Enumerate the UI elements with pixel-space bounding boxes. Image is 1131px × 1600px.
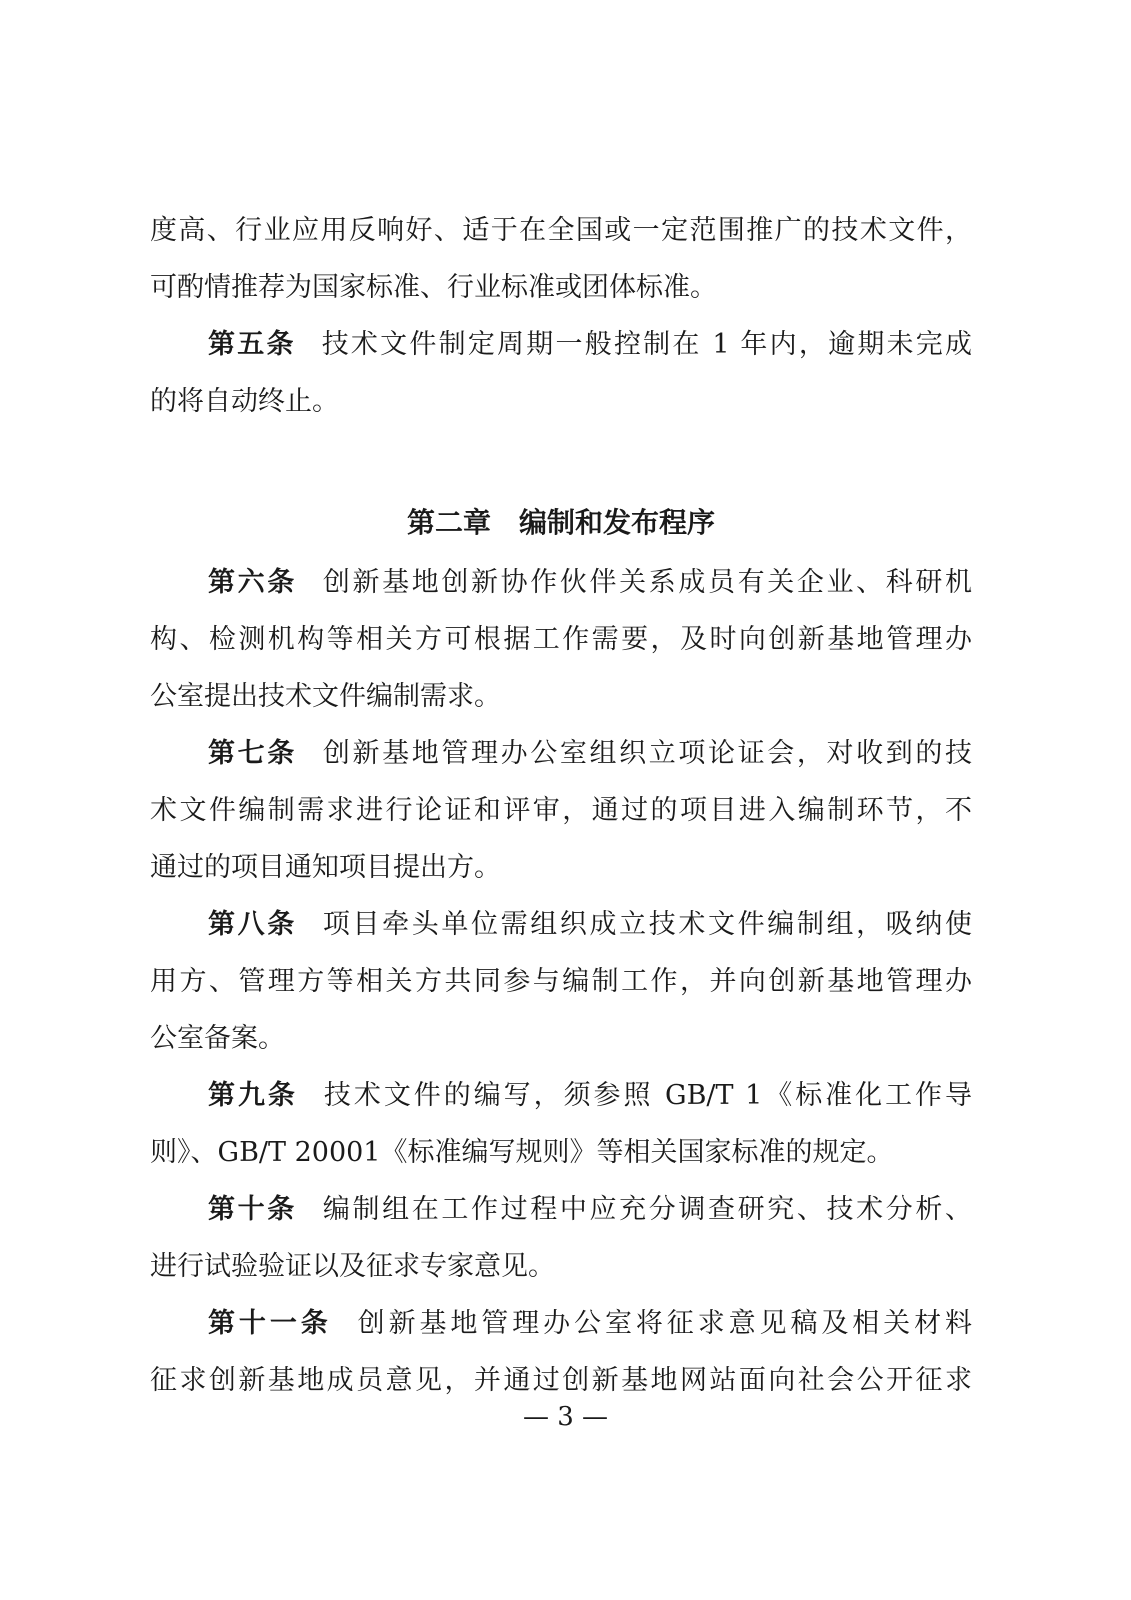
paragraph-line <box>150 896 972 953</box>
article-label: 第十条 <box>208 1194 297 1225</box>
page-number: — 3 — <box>522 1402 609 1432</box>
article-label: 第九条 <box>208 1080 298 1111</box>
paragraph-line: 公室提出技术文件编制需求。 <box>150 681 501 712</box>
article-text: 编制组在工作过程中应充分调查研究、技术分析、 <box>322 1194 972 1225</box>
article-10 <box>150 1181 972 1295</box>
paragraph-line <box>150 1295 972 1352</box>
article-text: 技术文件的编写，须参照 GB/T 1《标准化工作导 <box>323 1080 972 1111</box>
article-text: 项目牵头单位需组织成立技术文件编制组，吸纳使 <box>322 909 972 940</box>
article-6 <box>150 554 972 725</box>
page-body <box>150 202 972 1409</box>
paragraph-line: 度高、行业应用反响好、适于在全国或一定范围推广的技术文件， <box>150 215 972 246</box>
lead-paragraph <box>150 202 972 316</box>
paragraph-line: 进行试验验证以及征求专家意见。 <box>150 1251 555 1282</box>
article-label: 第六条 <box>208 567 297 598</box>
article-label: 第十一条 <box>208 1308 332 1339</box>
paragraph-line: 术文件编制需求进行论证和评审，通过的项目进入编制环节，不 <box>150 795 972 826</box>
paragraph-line <box>150 1067 972 1124</box>
article-8 <box>150 896 972 1067</box>
section-spacer <box>150 430 972 492</box>
article-7 <box>150 725 972 896</box>
article-text: 技术文件制定周期一般控制在 1 年内，逾期未完成 <box>321 329 972 360</box>
article-9 <box>150 1067 972 1181</box>
article-label: 第八条 <box>208 909 297 940</box>
paragraph-line <box>150 554 972 611</box>
paragraph-line: 公室备案。 <box>150 1023 285 1054</box>
article-label: 第五条 <box>208 329 296 360</box>
paragraph-line <box>150 316 972 373</box>
article-11 <box>150 1295 972 1409</box>
paragraph-line <box>150 1181 972 1238</box>
paragraph-line: 征求创新基地成员意见，并通过创新基地网站面向社会公开征求 <box>150 1365 972 1396</box>
paragraph-line: 通过的项目通知项目提出方。 <box>150 852 501 883</box>
chapter-heading <box>150 492 972 554</box>
article-label: 第七条 <box>208 738 297 769</box>
paragraph-line: 的将自动终止。 <box>150 386 339 417</box>
article-text: 创新基地管理办公室将征求意见稿及相关材料 <box>357 1308 972 1339</box>
paragraph-line: 可酌情推荐为国家标准、行业标准或团体标准。 <box>150 272 717 303</box>
paragraph-line: 则》、GB/T 20001《标准编写规则》等相关国家标准的规定。 <box>150 1137 894 1168</box>
chapter-title: 编制和发布程序 <box>519 506 716 539</box>
article-text: 创新基地管理办公室组织立项论证会，对收到的技 <box>322 738 972 769</box>
article-5 <box>150 316 972 430</box>
paragraph-line: 用方、管理方等相关方共同参与编制工作，并向创新基地管理办 <box>150 966 972 997</box>
paragraph-line: 构、检测机构等相关方可根据工作需要，及时向创新基地管理办 <box>150 624 972 655</box>
paragraph-line <box>150 725 972 782</box>
chapter-number: 第二章 <box>406 506 491 539</box>
article-text: 创新基地创新协作伙伴关系成员有关企业、科研机 <box>322 567 972 598</box>
